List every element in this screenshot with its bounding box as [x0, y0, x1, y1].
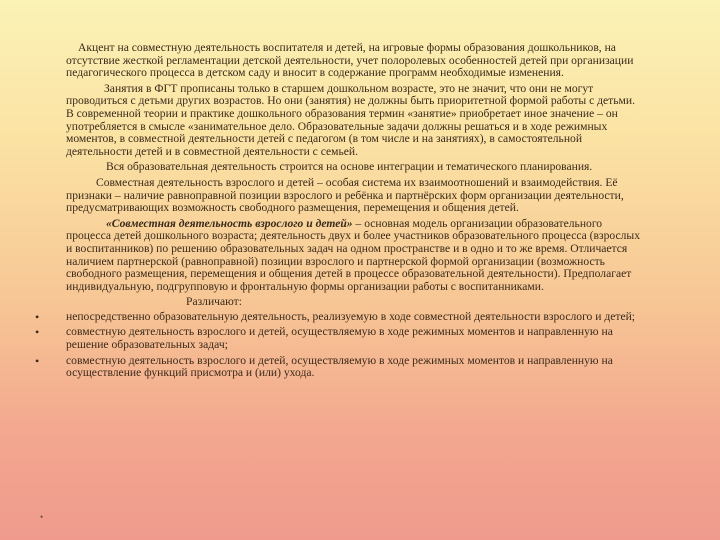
- bullet-icon: •: [35, 309, 40, 324]
- list-item: [35, 309, 644, 324]
- paragraph-joint-activity: Совместная деятельность взрослого и детей – особая система их взаимоотношений и взаимодействия. Её признаки – наличие равноправной позиции взрослого и ребёнка и партнёрских форм организации деятельности, предусматривающих возможность свободного размещения, перемещения и общения детей.: [66, 175, 624, 215]
- list-label: Различают:: [186, 295, 242, 309]
- bullet-list: [35, 309, 644, 380]
- paragraph-definition: [66, 218, 644, 294]
- list-item: [35, 325, 644, 352]
- list-item: [35, 353, 644, 380]
- paragraph-accent: Акцент на совместную деятельность воспитателя и детей, на игровые формы образования дошкольников, на отсутствие жесткой регламентации детской деятельности, учет полоролевых особенностей детей при организации педагогического процесса в детском саду и вносит в содержание программ необходимые изменения.: [66, 41, 634, 80]
- list-item-text: непосредственно образовательную деятельность, реализуемую в ходе совместной деятельности взрослого и детей;: [66, 309, 636, 323]
- list-item-text: совместную деятельность взрослого и детей, осуществляемую в ходе режимных моментов и направленную на решение образовательных задач;: [66, 325, 613, 352]
- footer-dot-icon: •: [40, 512, 44, 522]
- definition-term: «Совместная деятельность взрослого и детей»: [106, 216, 353, 230]
- bullet-icon: •: [35, 325, 40, 340]
- slide-text-body: [35, 41, 644, 383]
- bullet-icon: •: [35, 353, 40, 368]
- list-item-text: совместную деятельность взрослого и детей, осуществляемую в ходе режимных моментов и направленную на осуществление функций присмотра и (или) ухода.: [66, 353, 613, 380]
- paragraph-integration: Вся образовательная деятельность строится на основе интеграции и тематического планирования.: [106, 160, 593, 174]
- paragraph-lessons: Занятия в ФГТ прописаны только в старшем дошкольном возрасте, это не значит, что они не могут проводиться с детьми других возрастов. Но они (занятия) не должны быть приоритетной формой работы с детьми. В современной теории и практике дошкольного образования термин «занятие» приобретает иное значение – он употребляется в смысле «занимательное дело. Образовательные задачи должны решаться и в ходе режимных моментов, в совместной деятельности детей с педагогом (в том числе и на занятиях), в самостоятельной деятельности детей и в совместной деятельности с семьей.: [66, 81, 635, 158]
- definition-text: – основная модель организации образовательного процесса детей дошкольного возраста; деятельность двух и более участников образовательного процесса (взрослых и воспитанников) по решению образовательных задач на одном пространстве и в одно и то же время. Отличается наличием партнерской (равноправной) позиции взрослого и партнерской формой организации (возможность свободного размещения, перемещения и общения детей в процессе образовательной деятельности). Предполагает индивидуальную, подгрупповую и фронтальную формы организации работы с воспитанниками.: [66, 216, 640, 293]
